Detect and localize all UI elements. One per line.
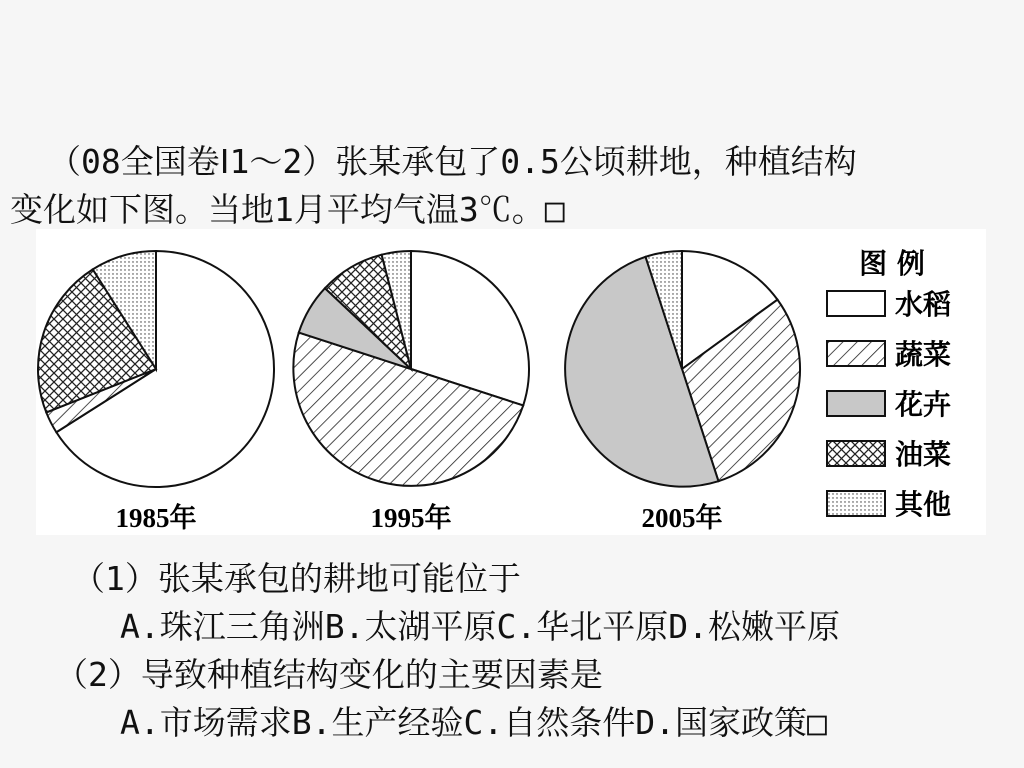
legend-swatch-花卉 bbox=[827, 391, 885, 416]
legend-swatch-油菜 bbox=[827, 441, 885, 466]
question-2-stem: （2）导致种植结构变化的主要因素是 bbox=[55, 655, 603, 694]
legend-label-其他: 其他 bbox=[895, 488, 952, 521]
pie-year-label: 1995年 bbox=[370, 503, 452, 533]
stem-line-1 bbox=[10, 138, 1015, 186]
legend-swatch-蔬菜 bbox=[827, 341, 885, 366]
legend-label-花卉: 花卉 bbox=[895, 388, 952, 421]
legend-label-蔬菜: 蔬菜 bbox=[895, 338, 952, 371]
pie-year-label: 2005年 bbox=[641, 503, 723, 533]
pie-charts-svg bbox=[36, 229, 986, 535]
legend-swatch-其他 bbox=[827, 491, 885, 516]
pie-2005年 bbox=[565, 251, 800, 533]
pie-1995年 bbox=[293, 251, 529, 533]
pie-figure bbox=[36, 229, 986, 535]
stem-line-2 bbox=[10, 186, 1015, 234]
question-1-stem: （1）张某承包的耕地可能位于 bbox=[72, 559, 521, 598]
legend-title: 图 例 bbox=[859, 247, 925, 280]
legend-label-油菜: 油菜 bbox=[895, 438, 952, 471]
question-2-options: A.市场需求B.生产经验C.自然条件D.国家政策□ bbox=[120, 703, 827, 742]
stem-line-2-text: 变化如下图。当地1月平均气温3℃。 bbox=[10, 190, 545, 229]
pie-1985年 bbox=[38, 251, 274, 533]
legend-swatch-水稻 bbox=[827, 291, 885, 316]
pie-year-label: 1985年 bbox=[115, 503, 197, 533]
stem-line-1-text: （08全国卷Ⅰ1～2）张某承包了0.5公顷耕地，种植结构 bbox=[48, 142, 857, 181]
question-stem bbox=[10, 138, 1015, 234]
placeholder-box: □ bbox=[544, 190, 565, 229]
question-1-options: A.珠江三角洲B.太湖平原C.华北平原D.松嫩平原 bbox=[120, 607, 840, 646]
legend-label-水稻: 水稻 bbox=[895, 288, 952, 321]
